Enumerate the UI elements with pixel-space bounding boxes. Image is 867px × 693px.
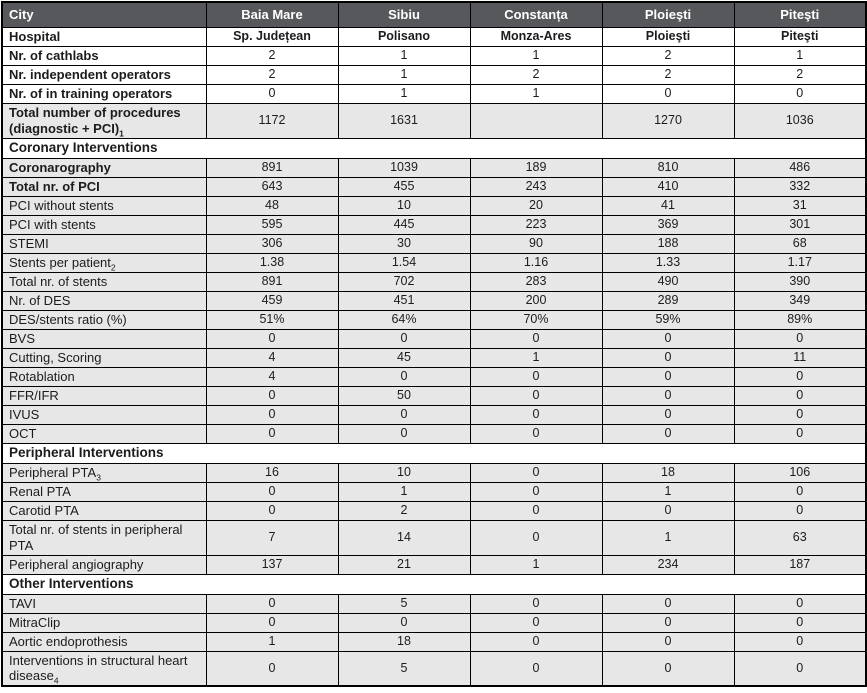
cell-value: 1.54	[338, 253, 470, 272]
cell-value: 0	[602, 405, 734, 424]
row-label: Total nr. of PCI	[2, 177, 206, 196]
cell-value: 68	[734, 234, 866, 253]
cell-value: 187	[734, 555, 866, 574]
cell-value: 0	[734, 632, 866, 651]
cell-value: 0	[734, 613, 866, 632]
cell-value: 0	[602, 84, 734, 103]
row-label: Interventions in structural heart disease$_4$	[2, 651, 206, 686]
cell-value	[470, 103, 602, 138]
cell-value: 0	[734, 501, 866, 520]
cell-value: 0	[470, 613, 602, 632]
cell-value: 0	[470, 651, 602, 686]
cell-value: 0	[734, 367, 866, 386]
cell-value: 0	[470, 329, 602, 348]
cell-value: 1	[470, 46, 602, 65]
cell-value: 1	[338, 46, 470, 65]
cell-value: 0	[602, 386, 734, 405]
cell-value: 0	[734, 405, 866, 424]
table-row	[2, 632, 866, 651]
cell-value: 1	[338, 482, 470, 501]
cell-value: 445	[338, 215, 470, 234]
cell-value: 7	[206, 520, 338, 555]
header-cell-baia-mare: Baia Mare	[206, 2, 338, 27]
table-row	[2, 177, 866, 196]
cell-value: 4	[206, 348, 338, 367]
section-title: Other Interventions	[2, 574, 866, 594]
table-row	[2, 386, 866, 405]
header-cell-city: City	[2, 2, 206, 27]
cell-value: 1.38	[206, 253, 338, 272]
cell-value: 1039	[338, 158, 470, 177]
table-row	[2, 594, 866, 613]
row-label: Carotid PTA	[2, 501, 206, 520]
cell-value: 1	[602, 482, 734, 501]
row-label: Peripheral $PTA_3$	[2, 463, 206, 482]
cell-value: 301	[734, 215, 866, 234]
cell-value: 2	[338, 501, 470, 520]
cell-value: 0	[602, 613, 734, 632]
table-row	[2, 215, 866, 234]
cell-value: 20	[470, 196, 602, 215]
cell-value: 1.16	[470, 253, 602, 272]
table-row	[2, 405, 866, 424]
cell-value: 1	[470, 555, 602, 574]
cell-value: 369	[602, 215, 734, 234]
cell-value: 891	[206, 272, 338, 291]
table-row	[2, 27, 866, 46]
cell-value: Polisano	[338, 27, 470, 46]
cell-value: 2	[602, 65, 734, 84]
table-row	[2, 555, 866, 574]
row-label: Nr. of in training operators	[2, 84, 206, 103]
cell-value: 0	[470, 482, 602, 501]
cell-value: 5	[338, 651, 470, 686]
cell-value: 41	[602, 196, 734, 215]
cell-value: 0	[470, 405, 602, 424]
cell-value: 0	[206, 613, 338, 632]
table-row	[2, 291, 866, 310]
cell-value: 18	[338, 632, 470, 651]
cell-value: 0	[206, 651, 338, 686]
cell-value: 0	[206, 84, 338, 103]
cell-value: 10	[338, 196, 470, 215]
row-label: IVUS	[2, 405, 206, 424]
cell-value: 89%	[734, 310, 866, 329]
cell-value: 0	[206, 501, 338, 520]
cell-value: 90	[470, 234, 602, 253]
cell-value: 486	[734, 158, 866, 177]
cell-value: 0	[206, 482, 338, 501]
footnote-marker: 3	[96, 472, 101, 482]
header-row	[2, 2, 866, 27]
table-row	[2, 272, 866, 291]
footnote-marker: 4	[53, 675, 59, 686]
cell-value: 0	[470, 632, 602, 651]
cell-value: 0	[206, 405, 338, 424]
cell-value: 1.33	[602, 253, 734, 272]
table-row	[2, 424, 866, 443]
cell-value: 137	[206, 555, 338, 574]
cell-value: 0	[338, 367, 470, 386]
cell-value: 0	[734, 386, 866, 405]
cell-value: 702	[338, 272, 470, 291]
cell-value: 10	[338, 463, 470, 482]
row-label: Total nr. of stents in peripheral PTA	[2, 520, 206, 555]
cell-value: 2	[734, 65, 866, 84]
cell-value: 0	[470, 424, 602, 443]
cell-value: 1	[734, 46, 866, 65]
cell-value: 4	[206, 367, 338, 386]
cell-value: 0	[734, 424, 866, 443]
row-label: Renal PTA	[2, 482, 206, 501]
cell-value: 70%	[470, 310, 602, 329]
cell-value: 0	[338, 329, 470, 348]
cell-value: 0	[206, 594, 338, 613]
cell-value: 0	[470, 520, 602, 555]
table-row	[2, 520, 866, 555]
cell-value: 11	[734, 348, 866, 367]
cell-value: 0	[470, 386, 602, 405]
cell-value: Sp. Județean	[206, 27, 338, 46]
footnote-marker: 1	[119, 128, 124, 138]
cell-value: 1	[338, 65, 470, 84]
cell-value: 51%	[206, 310, 338, 329]
row-label: Nr. of DES	[2, 291, 206, 310]
cell-value: 243	[470, 177, 602, 196]
header-cell-sibiu: Sibiu	[338, 2, 470, 27]
cell-value: 223	[470, 215, 602, 234]
row-label: Total number of procedures (diagnostic + $PCI)_1$	[2, 103, 206, 138]
table-row	[2, 348, 866, 367]
cell-value: 0	[206, 386, 338, 405]
row-label: BVS	[2, 329, 206, 348]
cell-value: 0	[602, 594, 734, 613]
row-label: MitraClip	[2, 613, 206, 632]
cell-value: 16	[206, 463, 338, 482]
row-label: Peripheral angiography	[2, 555, 206, 574]
cell-value: 0	[602, 424, 734, 443]
cell-value: 1	[470, 348, 602, 367]
interventional-cardiology-table	[1, 1, 867, 687]
cell-value: 1	[470, 84, 602, 103]
cell-value: Monza-Ares	[470, 27, 602, 46]
cell-value: 451	[338, 291, 470, 310]
cell-value: 0	[734, 594, 866, 613]
cell-value: 459	[206, 291, 338, 310]
table-row	[2, 501, 866, 520]
cell-value: 349	[734, 291, 866, 310]
cell-value: 0	[602, 367, 734, 386]
header-cell-constanta: Constanța	[470, 2, 602, 27]
section-row	[2, 443, 866, 463]
cell-value: 595	[206, 215, 338, 234]
cell-value: 45	[338, 348, 470, 367]
cell-value: 490	[602, 272, 734, 291]
cell-value: 455	[338, 177, 470, 196]
cell-value: 63	[734, 520, 866, 555]
table-row	[2, 367, 866, 386]
cell-value: 0	[470, 501, 602, 520]
cell-value: 0	[602, 651, 734, 686]
cell-value: 0	[470, 367, 602, 386]
cell-value: 0	[470, 463, 602, 482]
row-label: OCT	[2, 424, 206, 443]
cell-value: 189	[470, 158, 602, 177]
cell-value: 31	[734, 196, 866, 215]
table-row	[2, 310, 866, 329]
cell-value: 64%	[338, 310, 470, 329]
cell-value: 0	[602, 632, 734, 651]
cell-value: 1	[602, 520, 734, 555]
cell-value: 2	[206, 65, 338, 84]
header-cell-pitesti: Piteşti	[734, 2, 866, 27]
section-row	[2, 574, 866, 594]
cell-value: 21	[338, 555, 470, 574]
table-row	[2, 196, 866, 215]
cell-value: 0	[470, 594, 602, 613]
table-row	[2, 84, 866, 103]
row-label: DES/stents ratio (%)	[2, 310, 206, 329]
cell-value: 0	[206, 424, 338, 443]
row-label: PCI without stents	[2, 196, 206, 215]
cell-value: 0	[206, 329, 338, 348]
row-label: Nr. independent operators	[2, 65, 206, 84]
cell-value: 0	[602, 329, 734, 348]
table-row	[2, 613, 866, 632]
cell-value: 0	[338, 405, 470, 424]
cell-value: 59%	[602, 310, 734, 329]
cell-value: 1270	[602, 103, 734, 138]
cell-value: 0	[602, 501, 734, 520]
cell-value: 891	[206, 158, 338, 177]
table-row	[2, 46, 866, 65]
cell-value: 0	[338, 424, 470, 443]
row-label: PCI with stents	[2, 215, 206, 234]
cell-value: 30	[338, 234, 470, 253]
cell-value: 410	[602, 177, 734, 196]
header-cell-ploiesti: Ploieşti	[602, 2, 734, 27]
table-row	[2, 234, 866, 253]
cell-value: 106	[734, 463, 866, 482]
row-label: FFR/IFR	[2, 386, 206, 405]
cell-value: 2	[470, 65, 602, 84]
row-label: Stents per patient$_2$	[2, 253, 206, 272]
cell-value: 332	[734, 177, 866, 196]
cell-value: 1.17	[734, 253, 866, 272]
row-label: STEMI	[2, 234, 206, 253]
row-label: Rotablation	[2, 367, 206, 386]
cell-value: 50	[338, 386, 470, 405]
cell-value: 1036	[734, 103, 866, 138]
table-row	[2, 103, 866, 138]
cell-value: 1	[338, 84, 470, 103]
section-title: Peripheral Interventions	[2, 443, 866, 463]
cell-value: 0	[338, 613, 470, 632]
cell-value: 14	[338, 520, 470, 555]
cell-value: 234	[602, 555, 734, 574]
row-label: Cutting, Scoring	[2, 348, 206, 367]
table-row	[2, 329, 866, 348]
cell-value: 1172	[206, 103, 338, 138]
row-label: TAVI	[2, 594, 206, 613]
cell-value: 48	[206, 196, 338, 215]
cell-value: 200	[470, 291, 602, 310]
cell-value: 810	[602, 158, 734, 177]
cell-value: 0	[734, 329, 866, 348]
table-row	[2, 253, 866, 272]
cell-value: 306	[206, 234, 338, 253]
cell-value: Ploieşti	[602, 27, 734, 46]
section-title: Coronary Interventions	[2, 138, 866, 158]
row-label: Aortic endoprothesis	[2, 632, 206, 651]
cell-value: 5	[338, 594, 470, 613]
cell-value: 2	[206, 46, 338, 65]
cell-value: 188	[602, 234, 734, 253]
cell-value: 18	[602, 463, 734, 482]
cell-value: 1	[206, 632, 338, 651]
cell-value: 0	[734, 84, 866, 103]
cell-value: 0	[734, 482, 866, 501]
cell-value: 1631	[338, 103, 470, 138]
section-row	[2, 138, 866, 158]
table-body	[2, 27, 866, 686]
footnote-marker: 2	[110, 262, 116, 272]
cell-value: 289	[602, 291, 734, 310]
cell-value: 283	[470, 272, 602, 291]
cell-value: 0	[602, 348, 734, 367]
cell-value: Piteşti	[734, 27, 866, 46]
row-label: Total nr. of stents	[2, 272, 206, 291]
table-row	[2, 651, 866, 686]
cell-value: 390	[734, 272, 866, 291]
row-label: Nr. of cathlabs	[2, 46, 206, 65]
cell-value: 2	[602, 46, 734, 65]
cell-value: 643	[206, 177, 338, 196]
cell-value: 0	[734, 651, 866, 686]
row-label: Coronarography	[2, 158, 206, 177]
row-label: Hospital	[2, 27, 206, 46]
table-row	[2, 158, 866, 177]
table-row	[2, 463, 866, 482]
table-row	[2, 482, 866, 501]
table-row	[2, 65, 866, 84]
